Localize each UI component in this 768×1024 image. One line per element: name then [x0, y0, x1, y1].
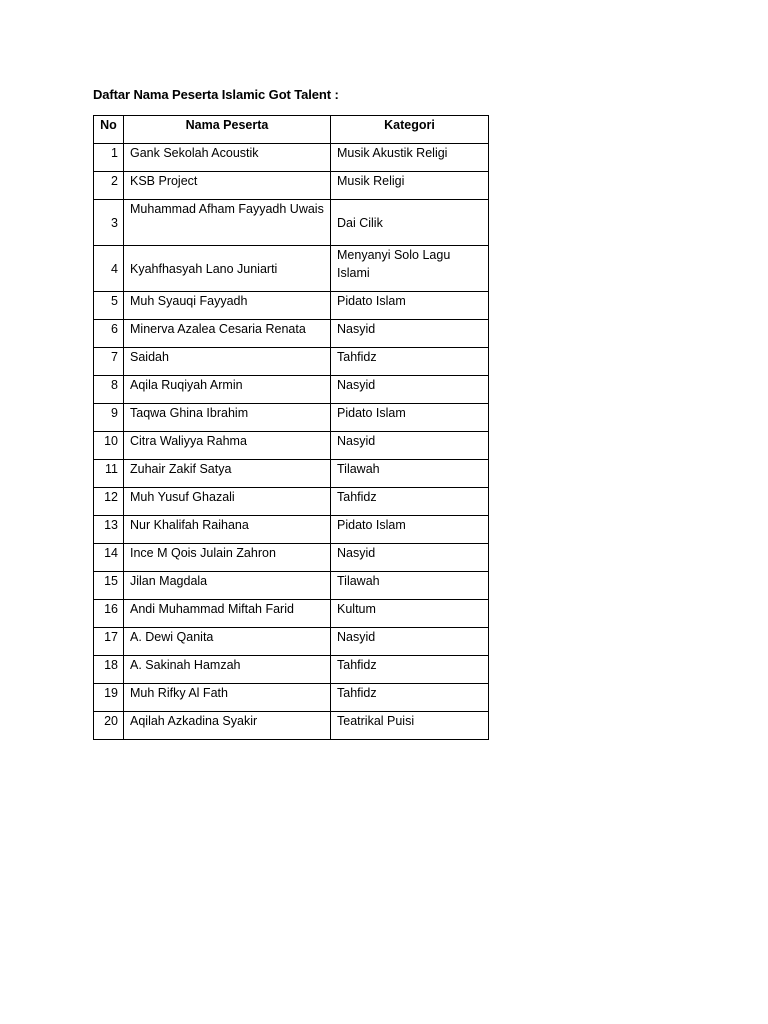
- row-number: 4: [94, 246, 124, 292]
- row-number: 18: [94, 656, 124, 684]
- table-row: [94, 292, 489, 320]
- table-row: [94, 712, 489, 740]
- participant-name: Andi Muhammad Miftah Farid: [124, 600, 331, 628]
- row-number: 9: [94, 404, 124, 432]
- table-row: [94, 432, 489, 460]
- participant-name: Muh Syauqi Fayyadh: [124, 292, 331, 320]
- row-number: 20: [94, 712, 124, 740]
- header-kategori: Kategori: [331, 116, 489, 144]
- table-row: [94, 246, 489, 292]
- participant-name: Jilan Magdala: [124, 572, 331, 600]
- table-row: [94, 488, 489, 516]
- participant-category: Tahfidz: [331, 348, 489, 376]
- participant-category: Pidato Islam: [331, 404, 489, 432]
- row-number: 15: [94, 572, 124, 600]
- document-title: Daftar Nama Peserta Islamic Got Talent :: [93, 87, 339, 102]
- participant-category: Musik Akustik Religi: [331, 144, 489, 172]
- participant-category: Tahfidz: [331, 656, 489, 684]
- header-no: No: [94, 116, 124, 144]
- table-row: [94, 376, 489, 404]
- table-row: [94, 460, 489, 488]
- row-number: 2: [94, 172, 124, 200]
- participant-category: Tilawah: [331, 460, 489, 488]
- table-row: [94, 656, 489, 684]
- table-row: [94, 572, 489, 600]
- participant-category: Pidato Islam: [331, 516, 489, 544]
- participant-category: Dai Cilik: [331, 200, 489, 246]
- row-number: 11: [94, 460, 124, 488]
- participant-category: Musik Religi: [331, 172, 489, 200]
- row-number: 13: [94, 516, 124, 544]
- row-number: 7: [94, 348, 124, 376]
- table-row: [94, 600, 489, 628]
- participant-category: Nasyid: [331, 320, 489, 348]
- header-nama-peserta: Nama Peserta: [124, 116, 331, 144]
- table-row: [94, 144, 489, 172]
- participant-name: A. Sakinah Hamzah: [124, 656, 331, 684]
- participant-category: Nasyid: [331, 544, 489, 572]
- table-row: [94, 404, 489, 432]
- participant-category: Tahfidz: [331, 684, 489, 712]
- row-number: 14: [94, 544, 124, 572]
- participant-name: Saidah: [124, 348, 331, 376]
- row-number: 12: [94, 488, 124, 516]
- participant-category: Tilawah: [331, 572, 489, 600]
- participant-name: KSB Project: [124, 172, 331, 200]
- participant-name: Zuhair Zakif Satya: [124, 460, 331, 488]
- participant-category: Nasyid: [331, 432, 489, 460]
- table-header-row: [94, 116, 489, 144]
- participant-name: Aqila Ruqiyah Armin: [124, 376, 331, 404]
- row-number: 19: [94, 684, 124, 712]
- table-row: [94, 684, 489, 712]
- table-row: [94, 516, 489, 544]
- row-number: 5: [94, 292, 124, 320]
- row-number: 16: [94, 600, 124, 628]
- participant-name: Nur Khalifah Raihana: [124, 516, 331, 544]
- participant-name: Muh Rifky Al Fath: [124, 684, 331, 712]
- participant-name: Gank Sekolah Acoustik: [124, 144, 331, 172]
- participant-name: Muh Yusuf Ghazali: [124, 488, 331, 516]
- participant-name: Aqilah Azkadina Syakir: [124, 712, 331, 740]
- participants-table: [93, 115, 489, 740]
- participant-name: Citra Waliyya Rahma: [124, 432, 331, 460]
- participant-name: Minerva Azalea Cesaria Renata: [124, 320, 331, 348]
- participant-category: Menyanyi Solo Lagu Islami: [331, 246, 489, 292]
- participant-name: Taqwa Ghina Ibrahim: [124, 404, 331, 432]
- participant-category: Nasyid: [331, 376, 489, 404]
- table-row: [94, 172, 489, 200]
- participant-category: Nasyid: [331, 628, 489, 656]
- row-number: 17: [94, 628, 124, 656]
- participant-name: A. Dewi Qanita: [124, 628, 331, 656]
- row-number: 8: [94, 376, 124, 404]
- participant-category: Kultum: [331, 600, 489, 628]
- participant-category: Teatrikal Puisi: [331, 712, 489, 740]
- table-row: [94, 200, 489, 246]
- row-number: 1: [94, 144, 124, 172]
- table-row: [94, 320, 489, 348]
- participant-category: Tahfidz: [331, 488, 489, 516]
- participant-name: Muhammad Afham Fayyadh Uwais: [124, 200, 331, 246]
- table-row: [94, 544, 489, 572]
- table-row: [94, 348, 489, 376]
- participant-name: Ince M Qois Julain Zahron: [124, 544, 331, 572]
- participant-name: Kyahfhasyah Lano Juniarti: [124, 246, 331, 292]
- row-number: 10: [94, 432, 124, 460]
- participant-category: Pidato Islam: [331, 292, 489, 320]
- table-row: [94, 628, 489, 656]
- row-number: 6: [94, 320, 124, 348]
- row-number: 3: [94, 200, 124, 246]
